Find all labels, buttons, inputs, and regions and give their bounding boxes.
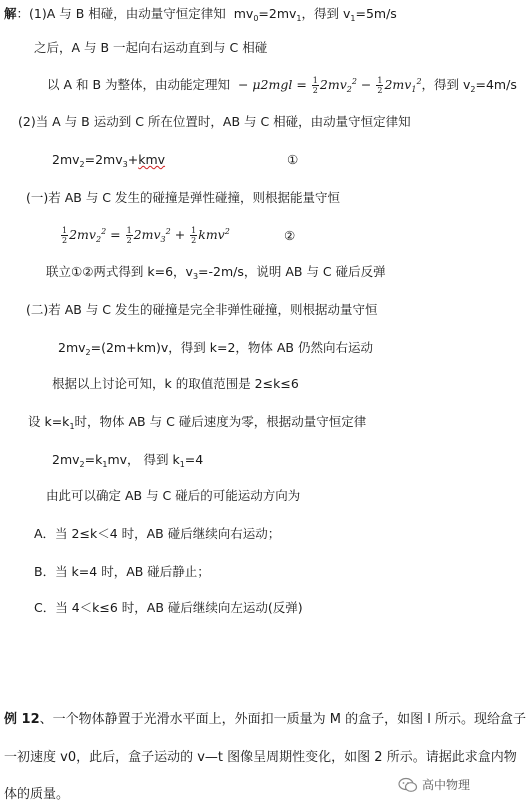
option-c: C．当 4＜k≤6 时，AB 碰后继续向左运动(反弹) (34, 600, 303, 615)
equation-2: $\frac{1}{2}$ $2mv_2^2$ = $\frac{1}{2}$ $2mv_3^2$ + $\frac{1}{2}$ kmv$^2$ (62, 226, 230, 245)
wechat-icon (398, 777, 418, 793)
option-b: B．当 k=4 时，AB 碰后静止； (34, 564, 210, 579)
conclusion-line: 由此可以确定 AB 与 C 碰后的可能运动方向为 (46, 488, 301, 503)
k-range: 根据以上讨论可知，k 的取值范围是 2≤k≤6 (52, 376, 299, 391)
energy-equation: − μ2mgl = $\frac{1}{2}$ $2mv_2^2$ − $\frac{1}{2}$ $2mv_1^2$ (234, 76, 422, 95)
set-k-line: 设 $k=k_1$时，物体 AB 与 C 碰后速度为零，根据动量守恒定律 (28, 414, 367, 431)
example-12-line-2: 一初速度 v0，此后，盒子运动的 v—t 图像呈周期性变化，如图 2 所示。请据此求盒内物 (4, 750, 517, 765)
equation-1-marker: ① (287, 152, 299, 167)
example-label: 例 12 (4, 712, 40, 727)
solution-line-2: 之后，A 与 B 一起向右运动直到与 C 相碰 (34, 40, 268, 55)
solution-head: 解 (4, 6, 17, 21)
example-12-line-1: 例 12、一个物体静置于光滑水平面上，外面扣一质量为 M 的盒子，如图 l 所示。现给盒子 (4, 712, 526, 727)
solution-line-1: 解：(1)A 与 B 相碰，由动量守恒定律知 $mv_0=2mv_1$，得到 $v_1=5m/s$ (4, 6, 397, 23)
equation-4: $2mv_2=k_1mv$， 得到 $k_1=4$ (52, 452, 204, 469)
case-2-heading: (二)若 AB 与 C 发生的碰撞是完全非弹性碰撞，则根据动量守恒 (26, 302, 378, 317)
watermark (398, 776, 470, 793)
example-12-line-3: 体的质量。 (4, 787, 70, 802)
equation-3: $2mv_2=(2m+km)v$，得到 k=2，物体 AB 仍然向右运动 (58, 340, 373, 357)
solution-line-4: (2)当 A 与 B 运动到 C 所在位置时，AB 与 C 相碰，由动量守恒定律知 (18, 114, 411, 129)
equation-2-marker: ② (284, 228, 296, 243)
case-1-heading: (一)若 AB 与 C 发生的碰撞是弹性碰撞，则根据能量守恒 (26, 190, 341, 205)
option-a: A．当 2≤k＜4 时，AB 碰后继续向右运动； (34, 526, 281, 541)
watermark-text: 高中物理 (422, 778, 471, 792)
combine-result: 联立①②两式得到 k=6，$v_3=-2m/s$，说明 AB 与 C 碰后反弹 (46, 264, 386, 281)
solution-line-3: 以 A 和 B 为整体，由动能定理知 − μ2mgl = $\frac{1}{2}$ $2mv_2^2$ − $\frac{1}{2}$ $2mv_1^2$，得到 $v_2=4m/s$ (47, 76, 517, 95)
equation-1: $2mv_2=2mv_3+kmv$ (52, 152, 166, 169)
